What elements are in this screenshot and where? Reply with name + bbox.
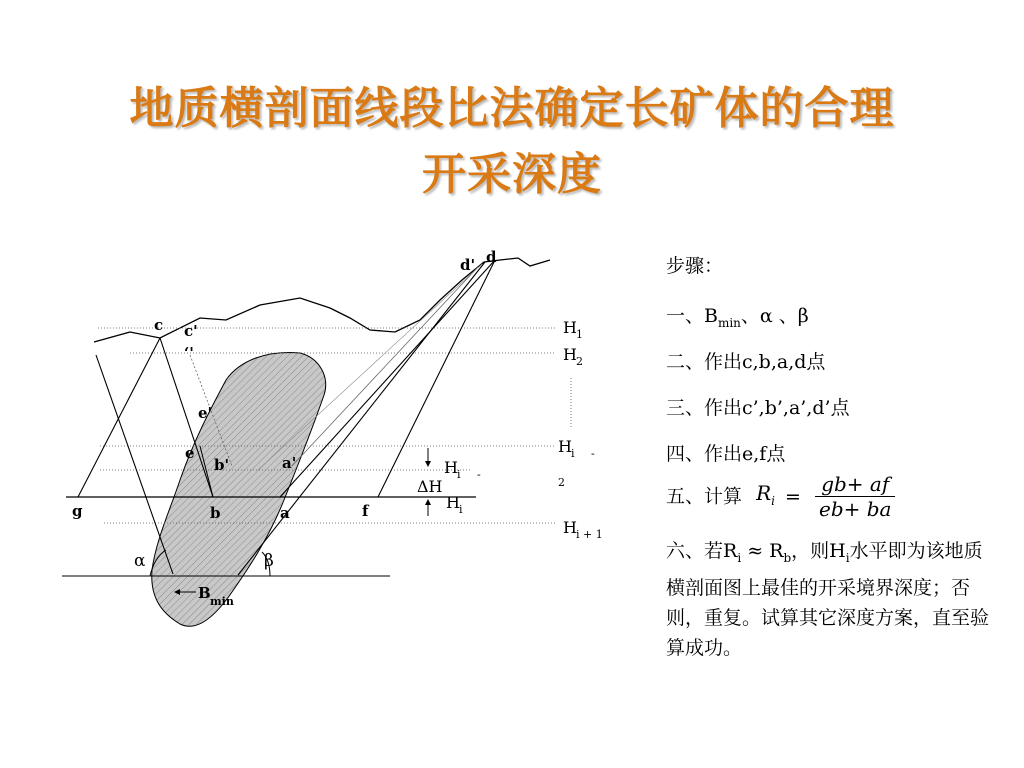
step-1 — [666, 304, 809, 335]
step-6 — [666, 536, 996, 663]
label-beta: β — [264, 551, 274, 571]
label-d-prime: d' — [460, 256, 476, 274]
label-c-prime2: ‘' — [184, 344, 194, 362]
label-alpha: α — [134, 551, 146, 571]
step-2: 二、作出c,b,a,d点 — [666, 351, 826, 373]
step-6-sub-b: b — [783, 550, 792, 565]
label-h1-sub: 1 — [576, 328, 583, 341]
label-hi2-dash: - — [591, 447, 595, 460]
label-hi2-two: 2 — [558, 476, 565, 489]
label-g: g — [72, 502, 83, 520]
step-6-approx: ≈ R — [741, 540, 784, 562]
label-hi: H — [446, 493, 460, 512]
label-c: c — [154, 316, 164, 334]
geological-section-diagram — [0, 230, 640, 650]
delta-h-arrowhead-down — [425, 461, 431, 467]
label-e-prime: e' — [198, 404, 213, 422]
line-f-d — [378, 260, 495, 497]
fraction-numerator: gb+ af — [815, 472, 895, 497]
step-3: 三、作出c’,b’,a’,d’点 — [666, 397, 850, 419]
label-hi-sub: i — [459, 503, 463, 516]
label-a-prime: a' — [282, 454, 297, 472]
ratio-fraction — [815, 472, 895, 521]
label-d: d — [486, 248, 497, 266]
label-h1: H — [563, 318, 577, 337]
step-1-pre: 一、B — [666, 305, 718, 327]
equals-sign: = — [785, 485, 801, 508]
step-5 — [666, 472, 895, 521]
label-hi-minus: H — [444, 458, 458, 477]
label-hi2-sub: i — [571, 447, 575, 460]
label-hi1: H — [563, 518, 577, 537]
label-bmin-sub: min — [210, 595, 234, 608]
label-hi-minus-dash: - — [477, 468, 481, 481]
label-e: e — [185, 444, 195, 462]
line-g-c — [78, 338, 160, 497]
step-4: 四、作出e,f点 — [666, 443, 786, 465]
step-6-mid: ，则H — [791, 540, 846, 562]
step-6-pre: 六、若R — [666, 540, 738, 562]
label-b: b — [210, 504, 221, 522]
page-title-line1: 地质横剖面线段比法确定长矿体的合理 — [129, 83, 895, 134]
ratio-symbol-r: R — [756, 480, 772, 505]
fraction-denominator: eb+ ba — [818, 497, 892, 521]
label-c-prime: c' — [184, 322, 198, 340]
step-1-sub: min — [717, 315, 741, 330]
steps-heading: 步骤： — [666, 255, 724, 277]
label-h2-sub: 2 — [576, 355, 583, 368]
delta-h-arrowhead-up — [425, 499, 431, 505]
label-hi-minus-sub: i — [457, 468, 461, 481]
label-delta-h: ΔH — [417, 477, 443, 496]
step-5-pre: 五、计算 — [666, 485, 743, 508]
label-b-prime: b' — [214, 456, 230, 474]
label-hi2: H — [558, 437, 572, 456]
step-6-sub-i: i — [737, 550, 742, 565]
page-title-line2: 开采深度 — [422, 149, 602, 200]
step-1-post: 、α 、β — [740, 305, 809, 327]
step-6-rest: 水平即为该地质横剖面图上最佳的开采境界深度；否则，重复。试算其它深度方案，直至验算成功。 — [666, 540, 990, 659]
label-f: f — [362, 502, 369, 520]
label-hi1-sub: i + 1 — [576, 528, 603, 541]
ratio-symbol — [756, 480, 775, 508]
ratio-symbol-sub: i — [771, 493, 775, 508]
label-bmin: B — [198, 584, 211, 602]
orebody-shape — [152, 352, 326, 626]
label-a: a — [280, 504, 290, 522]
label-h2: H — [563, 345, 577, 364]
step-6-sub-i2: i — [845, 550, 850, 565]
